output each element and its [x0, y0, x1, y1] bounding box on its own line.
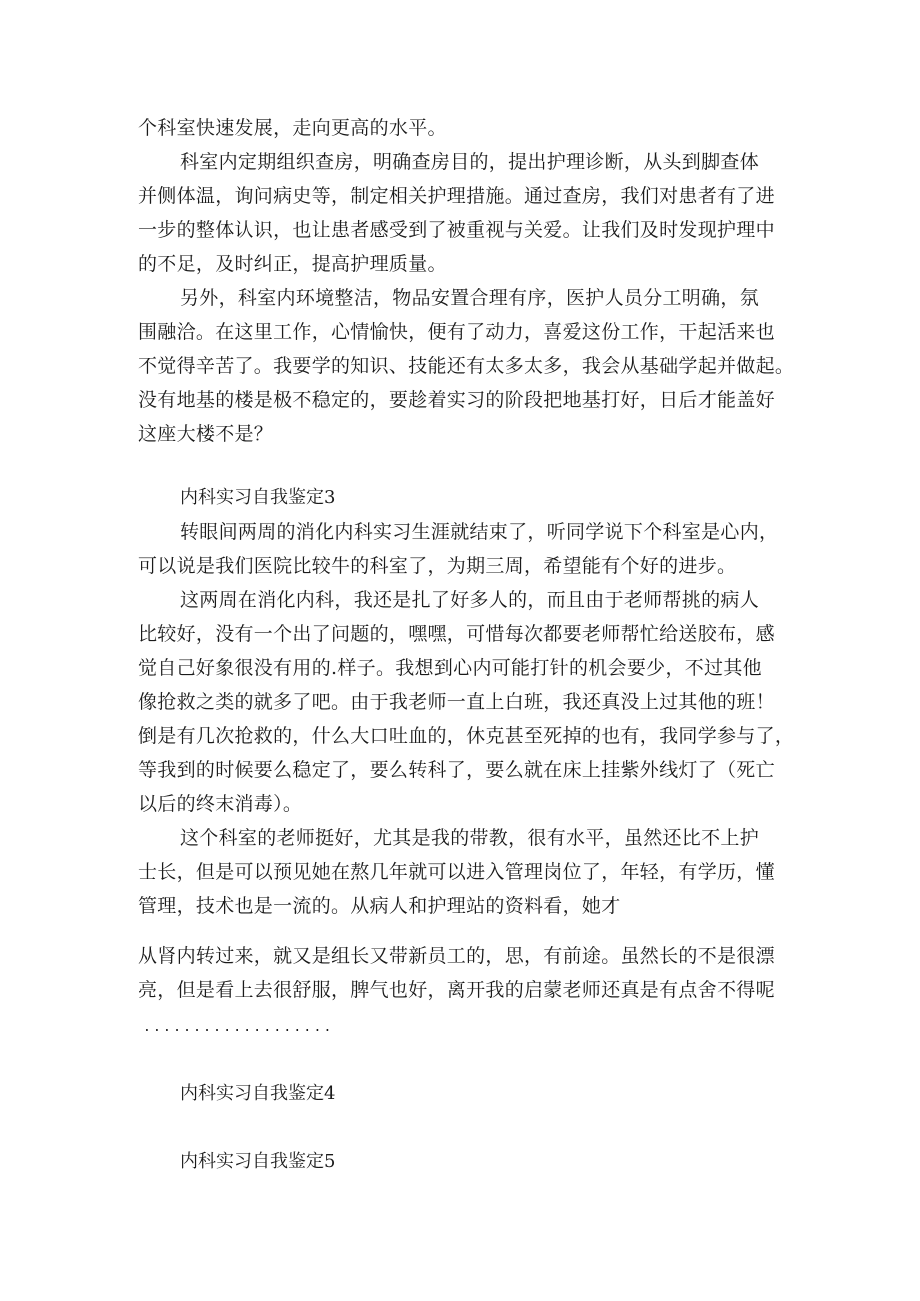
paragraph-line: 的不足，及时纠正，提高护理质量。	[138, 253, 447, 275]
paragraph-line: 这个科室的老师挺好，尤其是我的带教，很有水平，虽然还比不上护	[180, 827, 760, 849]
paragraph-line: 可以说是我们医院比较牛的科室了，为期三周，希望能有个好的进步。	[138, 555, 737, 577]
paragraph-line: 这两周在消化内科，我还是扎了好多人的，而且由于老师帮挑的病人	[180, 589, 760, 611]
paragraph-line: 亮，但是看上去很舒服，脾气也好，离开我的启蒙老师还真是有点舍不得呢	[138, 979, 775, 1001]
paragraph-line: 个科室快速发展，走向更高的水平。	[138, 117, 447, 139]
paragraph-line: 科室内定期组织查房，明确查房目的，提出护理诊断，从头到脚查体	[180, 151, 760, 173]
paragraph-line: 管理，技术也是一流的。从病人和护理站的资料看，她才	[138, 895, 621, 917]
paragraph-line: 像抢救之类的就多了吧。由于我老师一直上白班，我还真没上过其他的班！	[138, 691, 775, 713]
paragraph-line: 不觉得辛苦了。我要学的知识、技能还有太多太多，我会从基础学起并做起。	[138, 355, 795, 377]
paragraph-line: 另外，科室内环境整洁，物品安置合理有序，医护人员分工明确，氛	[180, 287, 760, 309]
section-heading: 内科实习自我鉴定5	[180, 1151, 336, 1172]
paragraph-line: 一步的整体认识，也让患者感受到了被重视与关爱。让我们及时发现护理中	[138, 219, 775, 241]
paragraph-line: 以后的终末消毒）。	[138, 793, 303, 815]
paragraph-line: 等我到的时候要么稳定了，要么转科了，要么就在床上挂紫外线灯了（死亡	[138, 759, 775, 781]
section-heading: 内科实习自我鉴定3	[180, 487, 336, 508]
paragraph-line: 这座大楼不是？	[138, 423, 274, 445]
paragraph-line: 觉自己好象很没有用的.样子。我想到心内可能打针的机会要少，不过其他	[138, 657, 762, 679]
paragraph-line: 比较好，没有一个出了问题的，嘿嘿，可惜每次都要老师帮忙给送胶布，感	[138, 623, 775, 645]
paragraph-line: 围融洽。在这里工作，心情愉快，便有了动力，喜爱这份工作，干起活来也	[138, 321, 775, 343]
paragraph-line: 从肾内转过来，就又是组长又带新员工的，思，有前途。虽然长的不是很漂	[138, 945, 775, 967]
paragraph-line: 士长，但是可以预见她在熬几年就可以进入管理岗位了，年轻，有学历，懂	[138, 861, 775, 883]
ellipsis-dots: ...................	[143, 1020, 334, 1035]
paragraph-line: 没有地基的楼是极不稳定的，要趁着实习的阶段把地基打好，日后才能盖好	[138, 389, 775, 411]
section-heading: 内科实习自我鉴定4	[180, 1083, 336, 1104]
paragraph-line: 转眼间两周的消化内科实习生涯就结束了，听同学说下个科室是心内，	[180, 521, 779, 543]
paragraph-line: 倒是有几次抢救的，什么大口吐血的，休克甚至死掉的也有，我同学参与了，	[138, 725, 795, 747]
paragraph-line: 并侧体温，询问病史等，制定相关护理措施。通过查房，我们对患者有了进	[138, 185, 775, 207]
